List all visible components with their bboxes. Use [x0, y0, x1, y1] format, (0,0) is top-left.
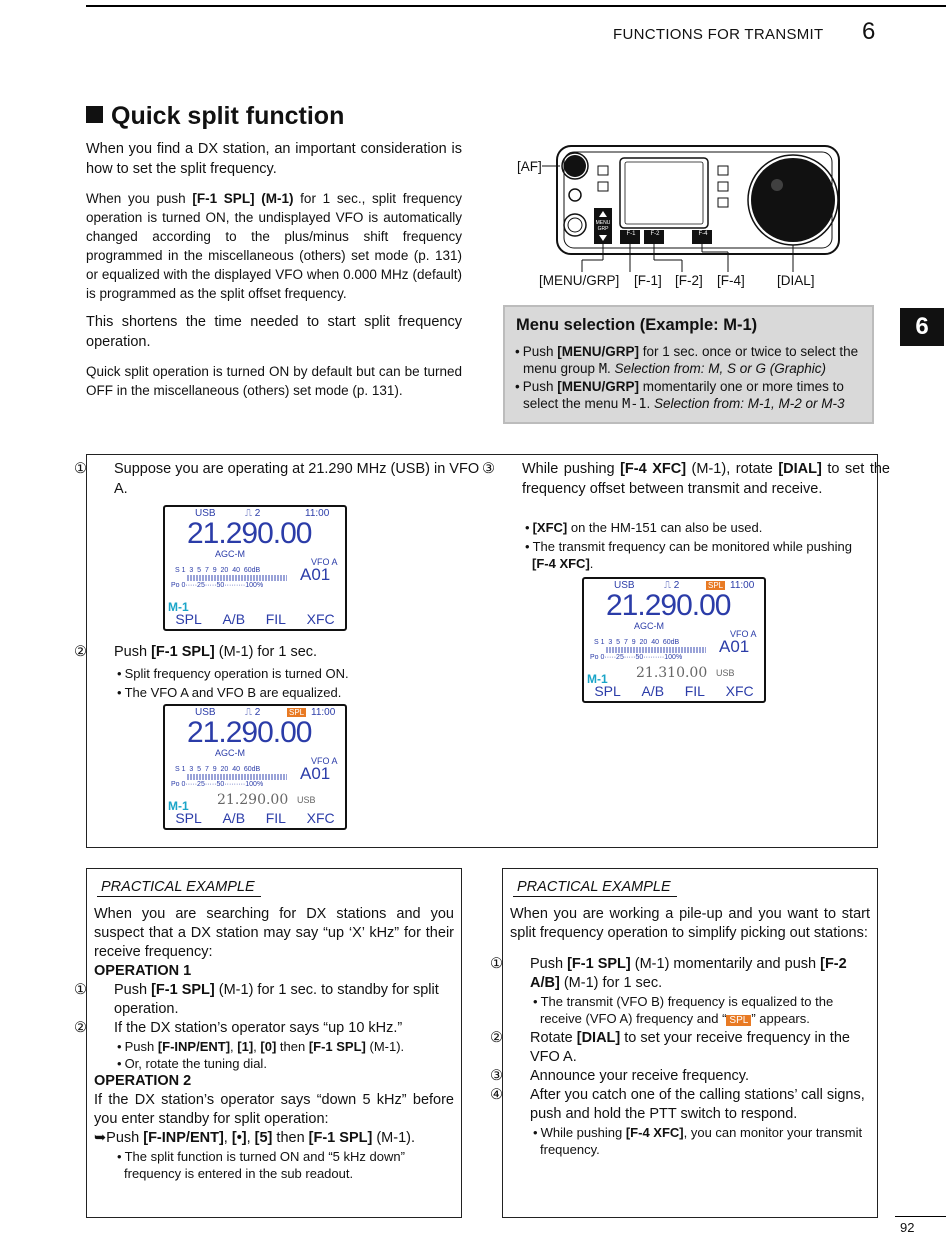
lcd-memory: A01 — [300, 565, 331, 584]
lcd-soft-key: XFC — [306, 810, 335, 826]
dial-label: [DIAL] — [777, 273, 815, 288]
menu-selection-title: Menu selection (Example: M-1) — [516, 316, 758, 334]
lcd-s-meter-scale: S 1 3 5 7 9 20 40 60dB — [175, 567, 261, 574]
lcd-menu: M-1 — [587, 672, 608, 686]
practical-example-label: PRACTICAL EXAMPLE — [97, 879, 261, 897]
pe-step-1: ① Push [F-1 SPL] (M-1) momentarily and push [F-2 A/B] (M-1) for 1 sec. — [490, 956, 847, 991]
lcd-frequency: 21.290.00 — [606, 589, 731, 622]
lcd-po-scale: Po 0·····25·····50·········100% — [171, 781, 264, 788]
menu-grp-label: [MENU/GRP] — [539, 273, 620, 288]
intro-paragraph-1: When you find a DX station, an important consideration is how to set the split frequency. — [86, 141, 462, 177]
step-2: ② Push [F-1 SPL] (M-1) for 1 sec. — [74, 644, 318, 660]
practical-example-body — [74, 905, 454, 1182]
arrow-icon: ➥ — [94, 1130, 107, 1146]
pe-step-1-notes — [510, 993, 870, 1029]
f1-label: [F-1] — [634, 273, 662, 288]
lcd-soft-key: SPL — [175, 810, 202, 826]
lcd-time: 11:00 — [730, 580, 755, 591]
section-heading — [86, 102, 344, 131]
pe-step-4-notes — [510, 1124, 870, 1158]
menu-selection-list — [513, 343, 865, 413]
op2-text: If the DX station’s operator says “down 5 kHz” before you enter standby for split operation: — [94, 1092, 454, 1127]
lcd-frequency: 21.290.00 — [187, 716, 312, 749]
lcd-soft-keys — [165, 611, 345, 627]
menu-selection-item: • Push [MENU/GRP] for 1 sec. once or twice to select the menu group M. Selection from: M, S or G (Graphic) — [513, 343, 865, 378]
spl-badge: SPL — [726, 1015, 751, 1026]
step-1: ① Suppose you are operating at 21.290 MHz (USB) in VFO A. — [74, 461, 480, 497]
lcd-sub-frequency: 21.290.00 — [217, 792, 289, 808]
op1-step-2: ② If the DX station’s operator says “up 10 kHz.” — [74, 1020, 403, 1036]
practical-example-left — [74, 868, 462, 1218]
note: • The transmit frequency can be monitored while pushing [F-4 XFC]. — [522, 538, 872, 572]
op2-step: ➥Push [F-INP/ENT], [•], [5] then [F-1 SPL] (M-1). — [94, 1130, 415, 1146]
lcd-filter-icon: ⎍ 2 — [245, 508, 261, 519]
lcd-spl-badge: SPL — [708, 581, 724, 590]
section-title: Quick split function — [111, 102, 345, 130]
chapter-side-tab[interactable]: 6 — [900, 308, 944, 346]
lcd-meter-bar — [187, 774, 287, 780]
steps-box — [74, 454, 890, 848]
f4-key-text: F-4 — [698, 231, 708, 237]
lcd-display-2 — [163, 704, 347, 830]
pe-step-3: ③ Announce your receive frequency. — [490, 1068, 749, 1084]
lcd-display-1 — [163, 505, 347, 631]
lcd-sub-mode: USB — [716, 668, 735, 678]
page-number: 92 — [900, 1220, 915, 1235]
lcd-soft-key: XFC — [306, 611, 335, 627]
lcd-soft-keys — [165, 810, 345, 826]
chapter-title: FUNCTIONS FOR TRANSMIT — [613, 26, 824, 43]
note: • [XFC] on the HM-151 can also be used. — [522, 519, 872, 536]
practical-intro: When you are working a pile-up and you want to start split frequency operation to simplify picking out stations: — [510, 906, 870, 941]
lcd-sub-frequency: 21.310.00 — [636, 665, 708, 681]
menu-grp-key-text: MENU GRP — [595, 220, 611, 232]
lcd-spl-badge: SPL — [289, 708, 305, 717]
lcd-memory: A01 — [719, 637, 750, 656]
menu-selection-box — [503, 305, 874, 424]
lcd-mode: USB — [195, 707, 216, 718]
intro-paragraph-2: When you push [F-1 SPL] (M-1) for 1 sec., split frequency operation is turned ON, the undisplayed VFO is automatically changed according to the plus/minus shift frequency programmed in the miscellaneous (others) set mode (p. 131) or equalized with the displayed VFO when 0.000 MHz (default) is programmed as the split offset frequency. — [86, 191, 462, 301]
lcd-soft-key: A/B — [222, 611, 246, 627]
pe-step-2: ② Rotate [DIAL] to set your receive frequency in the VFO A. — [490, 1030, 850, 1065]
practical-example-label: PRACTICAL EXAMPLE — [513, 879, 677, 897]
pe-step-4: ④ After you catch one of the calling stations’ call signs, push and hold the PTT switch to respond. — [490, 1087, 865, 1122]
note: • The VFO A and VFO B are equalized. — [114, 684, 464, 701]
lcd-meter-bar — [606, 647, 706, 653]
f1-key-text: F-1 — [626, 231, 636, 237]
lcd-menu: M-1 — [168, 799, 189, 813]
square-bullet-icon — [86, 106, 103, 123]
step-3: ③ While pushing [F-4 XFC] (M-1), rotate [DIAL] to set the frequency offset between transmit and receive. — [482, 461, 890, 497]
lcd-mode: USB — [614, 580, 635, 591]
op2-notes — [94, 1148, 454, 1182]
lcd-agc: AGC-M — [634, 621, 664, 631]
step-2-notes — [114, 663, 464, 701]
lcd-vfo: VFO A — [311, 557, 338, 567]
lcd-s-meter-scale: S 1 3 5 7 9 20 40 60dB — [594, 639, 680, 646]
f2-label: [F-2] — [675, 273, 703, 288]
f4-label: [F-4] — [717, 273, 745, 288]
top-rule — [86, 5, 946, 7]
lcd-vfo: VFO A — [730, 629, 757, 639]
lcd-time: 11:00 — [305, 508, 330, 519]
lcd-time: 11:00 — [311, 707, 336, 718]
lcd-po-scale: Po 0·····25·····50·········100% — [171, 582, 264, 589]
lcd-po-scale: Po 0·····25·····50·········100% — [590, 654, 683, 661]
af-label: [AF] — [517, 159, 542, 174]
intro-paragraph-3: This shortens the time needed to start split frequency operation. — [86, 314, 462, 350]
lcd-display-3 — [582, 577, 766, 703]
lcd-mode: USB — [195, 508, 216, 519]
lcd-soft-key: SPL — [175, 611, 202, 627]
lcd-soft-key: FIL — [265, 810, 286, 826]
lcd-sub-mode: USB — [297, 795, 316, 805]
f2-key-text: F-2 — [650, 231, 660, 237]
lcd-soft-key: SPL — [594, 683, 621, 699]
lcd-s-meter-scale: S 1 3 5 7 9 20 40 60dB — [175, 766, 261, 773]
operation-2-heading: OPERATION 2 — [94, 1073, 192, 1089]
lcd-frequency: 21.290.00 — [187, 517, 312, 550]
lcd-soft-key: XFC — [725, 683, 754, 699]
lcd-filter-icon: ⎍ 2 — [664, 580, 680, 591]
bottom-rule — [895, 1216, 946, 1217]
lcd-meter-bar — [187, 575, 287, 581]
op1-notes — [94, 1038, 454, 1072]
note: • Push [F-INP/ENT], [1], [0] then [F-1 SPL] (M-1). — [114, 1038, 454, 1055]
intro-text — [86, 140, 462, 410]
chapter-number: 6 — [862, 18, 876, 45]
radio-front-panel-illustration — [502, 140, 874, 300]
lcd-soft-key: A/B — [641, 683, 665, 699]
op1-step-1: ① Push [F-1 SPL] (M-1) for 1 sec. to standby for split operation. — [74, 982, 439, 1017]
step-3-notes — [522, 517, 872, 572]
note: • Or, rotate the tuning dial. — [114, 1055, 454, 1072]
lcd-vfo: VFO A — [311, 756, 338, 766]
note: • Split frequency operation is turned ON. — [114, 665, 464, 682]
lcd-soft-key: FIL — [265, 611, 286, 627]
note: • The transmit (VFO B) frequency is equalized to the receive (VFO A) frequency and “ SPL ” appears. — [530, 993, 870, 1029]
lcd-filter-icon: ⎍ 2 — [245, 707, 261, 718]
lcd-menu: M-1 — [168, 600, 189, 614]
lcd-agc: AGC-M — [215, 748, 245, 758]
note: • While pushing [F-4 XFC], you can monitor your transmit frequency. — [530, 1124, 870, 1158]
menu-selection-item: • Push [MENU/GRP] momentarily one or more times to select the menu M-1. Selection from: M-1, M-2 or M-3 — [513, 378, 865, 413]
note: • The split function is turned ON and “5 kHz down” frequency is entered in the sub readout. — [114, 1148, 454, 1182]
lcd-soft-key: A/B — [222, 810, 246, 826]
intro-paragraph-4: Quick split operation is turned ON by default but can be turned OFF in the miscellaneous (others) set mode (p. 131). — [86, 364, 462, 398]
operation-1-heading: OPERATION 1 — [94, 963, 192, 979]
lcd-soft-keys — [584, 683, 764, 699]
practical-example-right — [490, 868, 878, 1218]
practical-example-body — [490, 905, 870, 1158]
lcd-soft-key: FIL — [684, 683, 705, 699]
lcd-agc: AGC-M — [215, 549, 245, 559]
practical-intro: When you are searching for DX stations and you suspect that a DX station may say “up ‘X’ kHz” for their receive frequency: — [94, 906, 454, 960]
lcd-memory: A01 — [300, 764, 331, 783]
